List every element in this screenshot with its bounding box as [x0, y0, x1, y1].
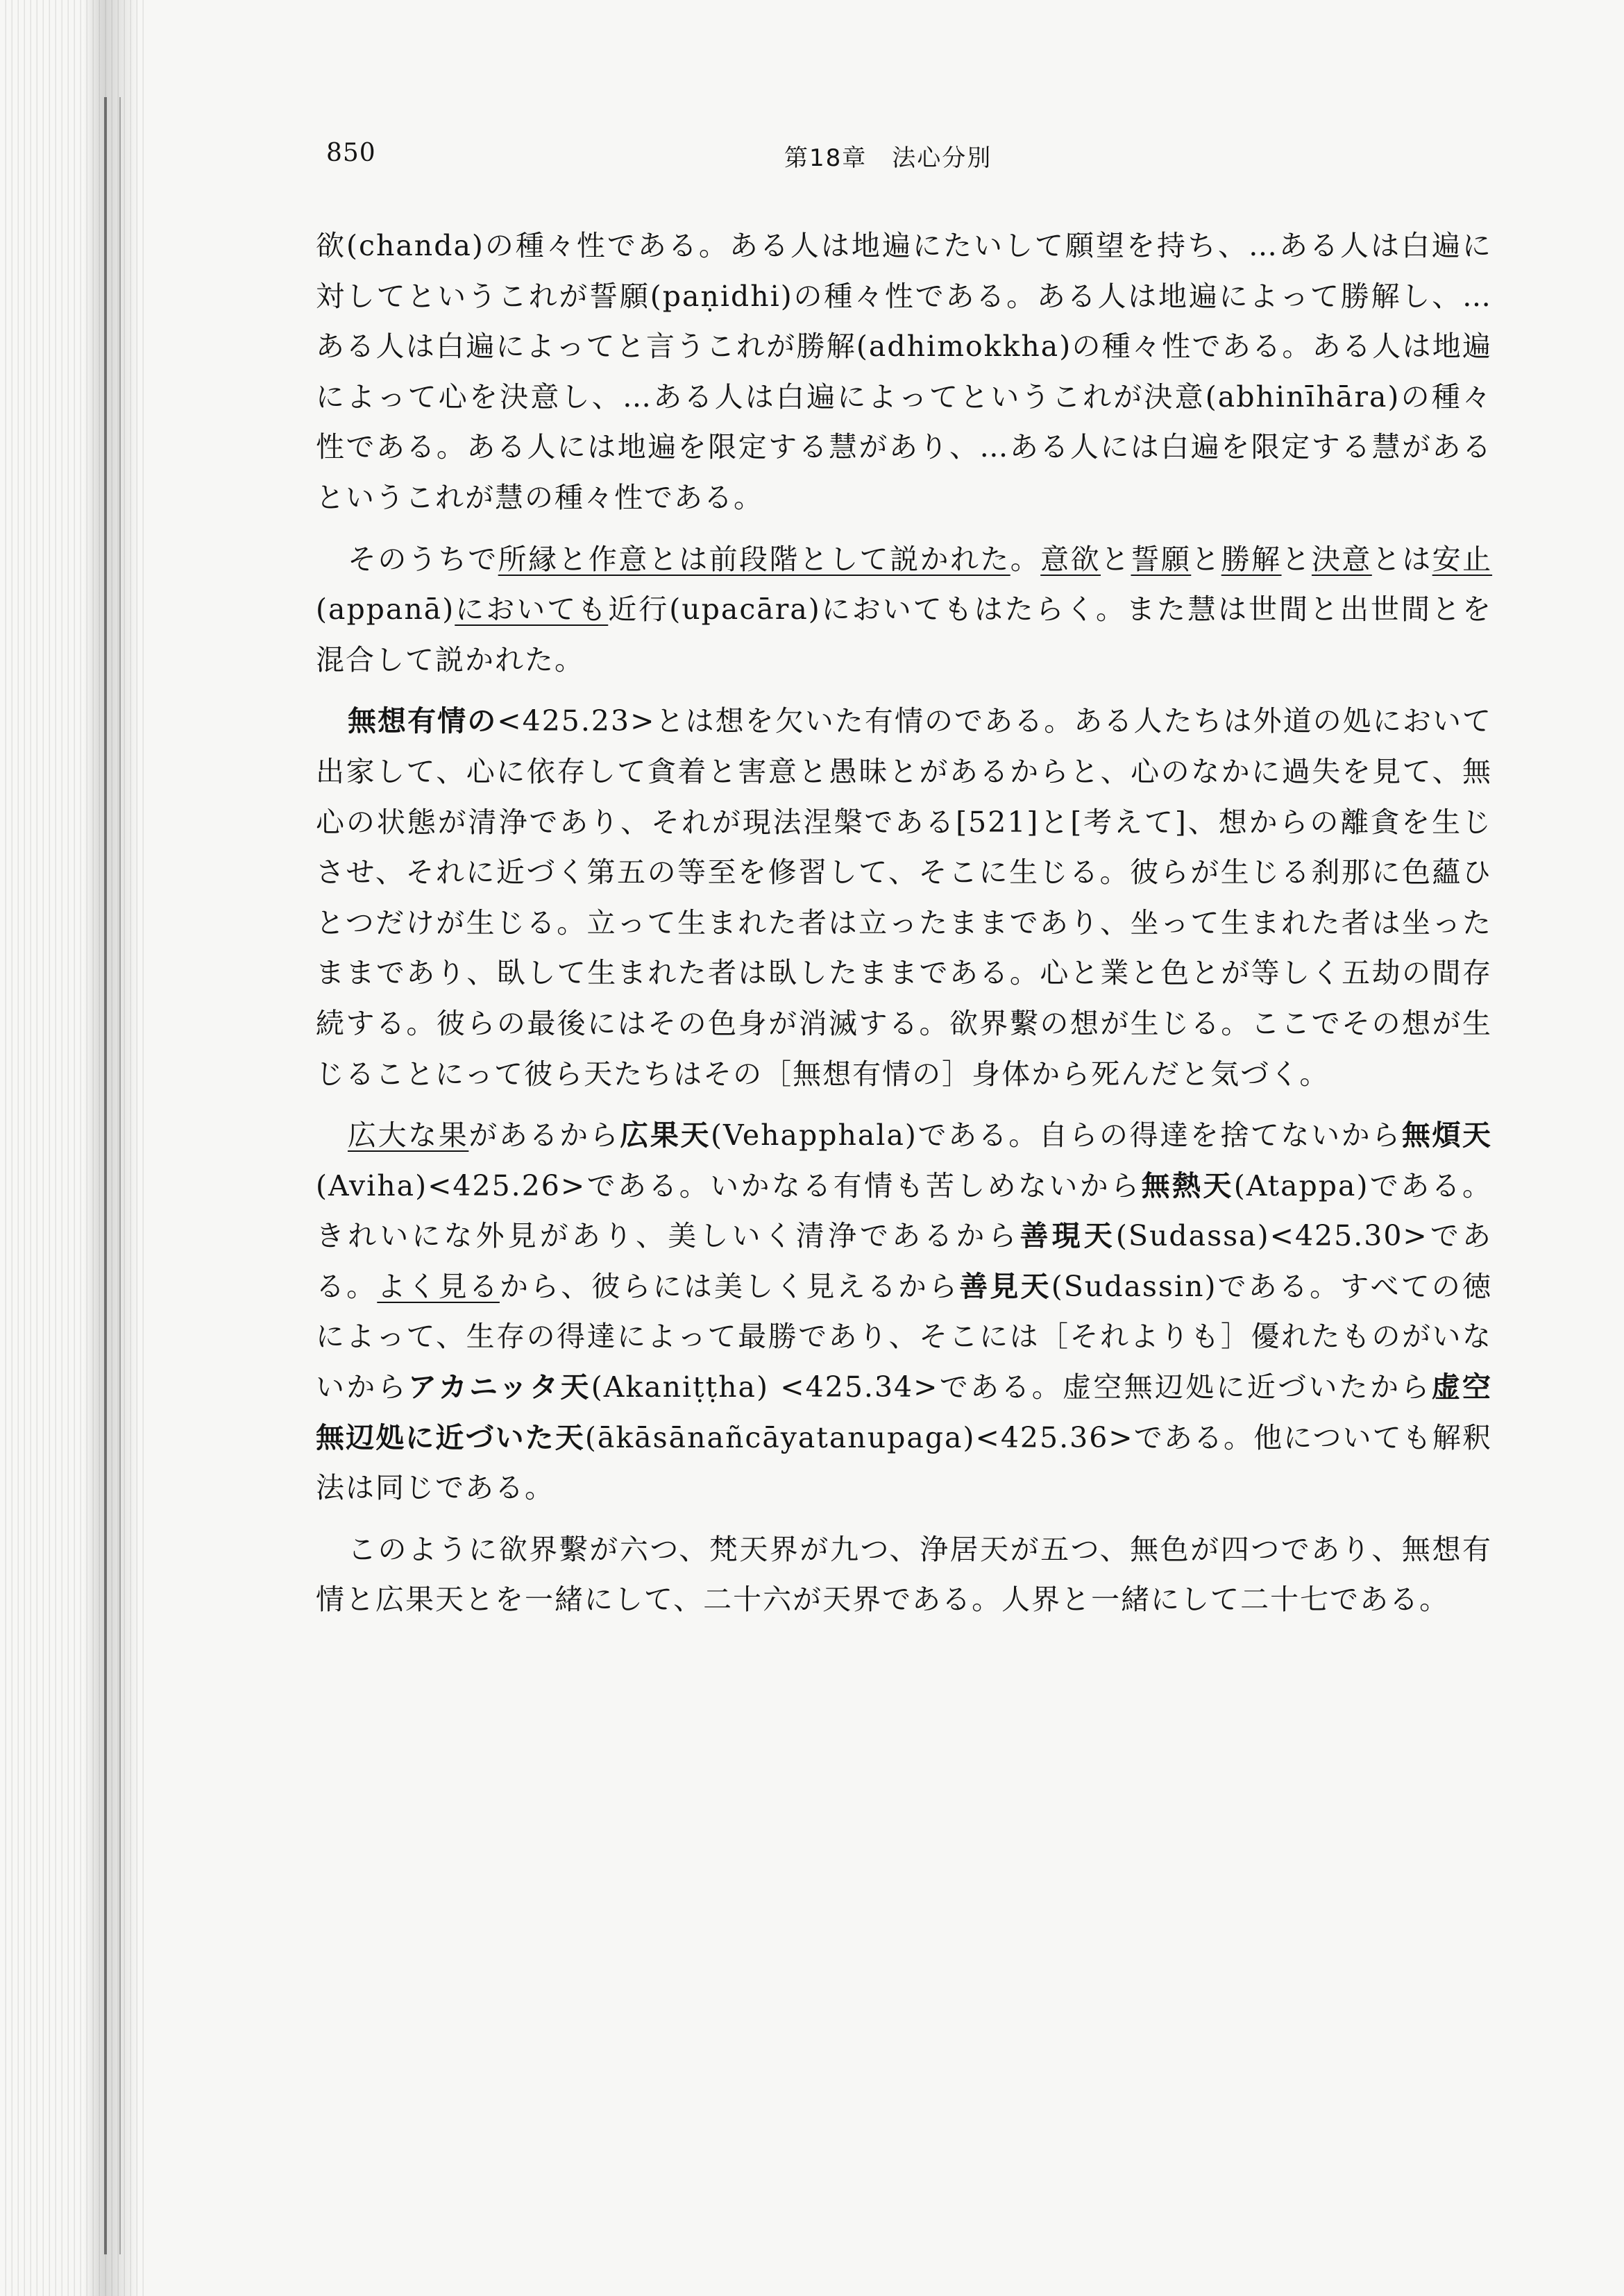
p2-text: (appanā)	[316, 593, 455, 627]
gutter-line	[104, 97, 107, 2254]
p2-text: とは	[1371, 542, 1432, 576]
gutter-line	[119, 97, 121, 2254]
p4-underline: 広大な果	[348, 1119, 469, 1153]
p2-text: そのうちで	[348, 542, 498, 576]
paragraph-3-text: <425.23>とは想を欠いた有情のである。ある人たちは外道の処において出家して、心に依存して貪着と害意と愚昧とがあるからと、心のなかに過失を見て、無心の状態が清浄であり、それが現法涅槃である[521]と[考えて]、想からの離貪を生じさせ、それに近づく第五の等至を修習して、そこに生じる。彼らが生じる刹那に色蘊ひとつだけが生じる。立って生まれた者は立ったままであり、坐って生まれた者は坐ったままであり、臥して生まれた者は臥したままである。心と業と色とが等しく五劫の間存続する。彼らの最後にはその色身が消滅する。欲界繫の想が生じる。ここでその想が生じることにって彼ら天たちはその［無想有情の］身体から死んだと気づく。	[316, 704, 1492, 1091]
p4-text: (Vehapphala)である。自らの得達を捨てないから	[711, 1119, 1402, 1153]
p4-text: から、彼らには美しく見えるから	[499, 1269, 960, 1303]
p4-text: (Sudassa)<425.30>である。	[316, 1219, 1493, 1303]
page-header	[0, 139, 1624, 180]
binding-shadow	[0, 0, 146, 2296]
paragraph-1	[316, 221, 1492, 523]
p2-underline: 所縁と作意とは前段階として説かれた	[498, 542, 1010, 576]
page-number: 850	[326, 139, 376, 167]
p4-text: (ākāsānañcāyatanupaga)<425.36>である。他についても解釈法は同じである。	[316, 1420, 1493, 1505]
p4-term: アカニッタ天	[407, 1370, 591, 1404]
p2-text: 近行(upacāra)においてもはたらく。また慧は世間と出世間とを混合して説かれた。	[316, 593, 1493, 677]
p4-term: 善見天	[959, 1269, 1051, 1303]
paragraph-4	[316, 1110, 1492, 1513]
p2-underline: においても	[455, 593, 609, 627]
paragraph-5	[316, 1524, 1492, 1625]
p2-underline: 決意	[1311, 542, 1372, 576]
paragraph-5-text: このように欲界繫が六つ、梵天界が九つ、浄居天が五つ、無色が四つであり、無想有情と広果天とを一緒にして、二十六が天界である。人界と一緒にして二十七である。	[316, 1532, 1492, 1617]
p2-underline: 意欲	[1040, 542, 1101, 576]
p2-text: と	[1191, 542, 1221, 576]
running-title: 第18章 法心分別	[784, 144, 992, 172]
p4-text: があるから	[468, 1119, 620, 1153]
p2-underline: 誓願	[1131, 542, 1192, 576]
paragraph-3	[316, 696, 1492, 1099]
p4-text: (Aviha)<425.26>である。いかなる有情も苦しめないから	[316, 1168, 1142, 1202]
p2-underline: 安止	[1432, 542, 1493, 576]
p4-term: 善現天	[1020, 1219, 1116, 1253]
body-text	[316, 221, 1492, 1625]
p2-text: 。	[1010, 542, 1041, 576]
p4-term: 広果天	[620, 1119, 711, 1153]
p4-underline: よく見る	[377, 1269, 500, 1303]
paragraph-2	[316, 534, 1492, 686]
paragraph-1-text: 欲(chanda)の種々性である。ある人は地遍にたいして願望を持ち、…ある人は白遍に対してというこれが誓願(paṇidhi)の種々性である。ある人は地遍によって勝解し、…ある人は白遍によってと言うこれが勝解(adhimokkha)の種々性である。ある人は地遍によって心を決意し、…ある人は白遍によってというこれが決意(abhinīhāra)の種々性である。ある人には地遍を限定する慧があり、…ある人には白遍を限定する慧があるというこれが慧の種々性である。	[316, 229, 1492, 514]
p4-text: (Sudassin)である。すべての徳によって、生存の得達によって最勝であり、そこには［それよりも］優れたものがいないから	[316, 1269, 1493, 1404]
p4-term: 無熱天	[1141, 1168, 1234, 1202]
p2-text: と	[1281, 542, 1312, 576]
p2-underline: 勝解	[1221, 542, 1282, 576]
p4-text: (Atappa)である。きれいにな外見があり、美しいく清浄であるから	[316, 1168, 1493, 1253]
p4-term: 無煩天	[1401, 1119, 1493, 1153]
p4-text: (Akaniṭṭha) <425.34>である。虚空無辺処に近づいたから	[591, 1370, 1432, 1404]
p2-text: と	[1101, 542, 1131, 576]
term-heading: 無想有情の	[348, 704, 498, 738]
p4-term: 虚空無辺処に近づいた天	[316, 1370, 1493, 1454]
